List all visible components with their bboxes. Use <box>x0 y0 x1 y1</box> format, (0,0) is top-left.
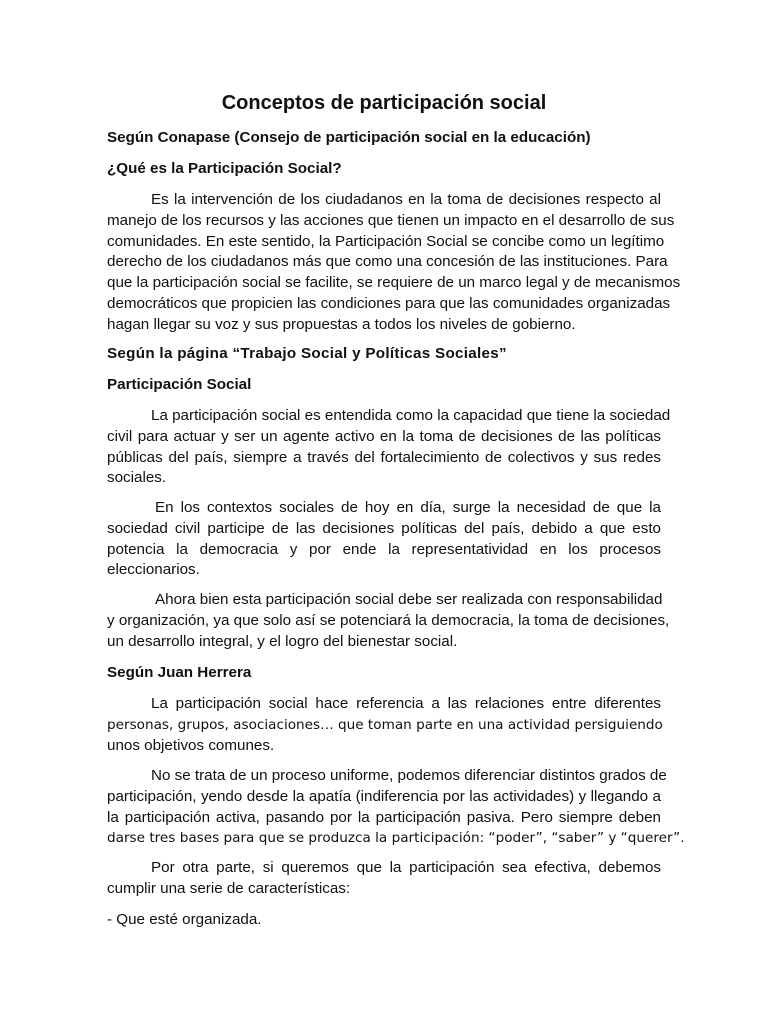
paragraph-ahora-bien <box>107 590 670 652</box>
text-line: públicas del país, siempre a través del fortalecimiento de colectivos y sus redes <box>107 448 661 466</box>
text-line: No se trata de un proceso uniforme, podemos diferenciar distintos grados de <box>151 767 667 784</box>
text-line: En los contextos sociales de hoy en día, surge la necesidad de que la <box>155 499 661 516</box>
text-line: sociales. <box>107 469 167 487</box>
text-line: eleccionarios. <box>107 561 200 579</box>
section-heading-trabajo-social: Según la página “Trabajo Social y Políticas Sociales” <box>107 345 507 362</box>
paragraph-capacidad <box>107 406 671 489</box>
paragraph-por-otra-parte <box>107 858 661 900</box>
text-line: hagan llegar su voz y sus propuestas a todos los niveles de gobierno. <box>107 315 576 333</box>
text-line: darse tres bases para que se produzca la participación: “poder”, “saber” y “querer”. <box>107 830 685 847</box>
text-line: la participación activa, pasando por la participación pasiva. Pero siempre deben <box>107 808 661 826</box>
text-line: comunidades. En este sentido, la Participación Social se concibe como un legítimo <box>107 232 665 250</box>
text-line: democráticos que propicien las condiciones para que las comunidades organizadas <box>107 294 671 312</box>
section-heading-conapase: Según Conapase (Consejo de participación social en la educación) <box>107 129 591 146</box>
text-line: La participación social hace referencia a las relaciones entre diferentes <box>151 695 661 712</box>
text-line: Ahora bien esta participación social debe ser realizada con responsabilidad <box>155 591 663 608</box>
subheading-participacion-social: Participación Social <box>107 376 252 393</box>
text-line: unos objetivos comunes. <box>107 736 275 754</box>
text-line: cumplir una serie de características: <box>107 879 351 897</box>
text-line: derecho de los ciudadanos más que como una concesión de las instituciones. Para <box>107 253 668 271</box>
paragraph-contextos <box>107 498 661 581</box>
paragraph-grados <box>107 766 685 849</box>
paragraph-relaciones <box>107 694 661 756</box>
text-line: Por otra parte, si queremos que la participación sea efectiva, debemos <box>151 859 661 876</box>
text-line: que la participación social se facilite, se requiere de un marco legal y de mecanismos <box>107 274 681 292</box>
section-heading-juan-herrera: Según Juan Herrera <box>107 664 252 681</box>
page-title: Conceptos de participación social <box>221 92 547 114</box>
list-item: - Que esté organizada. <box>107 911 262 928</box>
text-line: sociedad civil participe de las decisiones políticas del país, debido a que esto <box>107 519 661 537</box>
paragraph-conapase-definition <box>107 190 681 336</box>
text-line: Es la intervención de los ciudadanos en la toma de decisiones respecto al <box>151 191 661 208</box>
text-line: potencia la democracia y por ende la representatividad en los procesos <box>107 540 661 558</box>
text-line: La participación social es entendida como la capacidad que tiene la sociedad <box>151 407 671 424</box>
text-line: participación, yendo desde la apatía (indiferencia por las actividades) y llegando a <box>107 787 661 805</box>
text-line: y organización, ya que solo así se potenciará la democracia, la toma de decisiones, <box>107 611 670 629</box>
text-line: manejo de los recursos y las acciones que tienen un impacto en el desarrollo de sus <box>107 211 675 229</box>
text-line: personas, grupos, asociaciones… que toman parte en una actividad persiguiendo <box>107 716 663 733</box>
question-heading: ¿Qué es la Participación Social? <box>107 160 342 177</box>
text-line: un desarrollo integral, y el logro del bienestar social. <box>107 632 458 650</box>
text-line: civil para actuar y ser un agente activo en la toma de decisiones de las políticas <box>107 427 661 445</box>
